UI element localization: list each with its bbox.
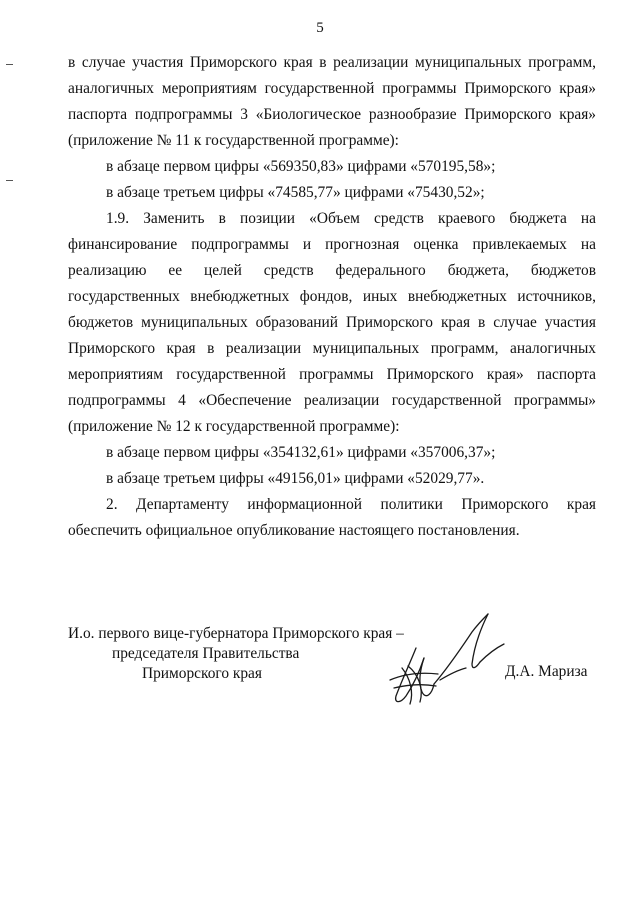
signatory-title-line-3: Приморского края (142, 665, 262, 682)
margin-mark (6, 64, 13, 65)
paragraph-amend-first-4: в абзаце первом цифры «354132,61» цифрами «357006,37»; (106, 444, 496, 461)
paragraph-continuation: в случае участия Приморского края в реализации муниципальных программ, аналогичных мероприятиям государственной программы Приморского края» паспорта подпрограммы 3 «Биологическое разнообразие Приморского края» (приложение № 11 к государственной программе): (68, 54, 596, 149)
document-body (68, 50, 596, 544)
paragraph-item-2: 2. Департаменту информационной политики Приморского края обеспечить официальное опубликование настоящего постановления. (68, 496, 596, 539)
margin-mark (6, 180, 13, 181)
paragraph-amend-third-3: в абзаце третьем цифры «74585,77» цифрами «75430,52»; (106, 184, 485, 201)
paragraph-amend-first-3: в абзаце первом цифры «569350,83» цифрами «570195,58»; (106, 158, 496, 175)
signatory-name: Д.А. Мариза (505, 663, 588, 680)
page-number: 5 (316, 20, 324, 36)
signatory-title-line-1: И.о. первого вице-губернатора Приморского края – (68, 625, 404, 642)
paragraph-item-1-9: 1.9. Заменить в позиции «Объем средств краевого бюджета на финансирование подпрограммы и прогнозная оценка привлекаемых на реализацию ее целей средств федерального бюджета, бюджетов государственных внебюджетных фондов, иных внебюджетных источников, бюджетов муниципальных образований Приморского края в случае участия Приморского края в реализации муниципальных программ, аналогичных мероприятиям государственной программы Приморского края» паспорта подпрограммы 4 «Обеспечение реализации государственной программы» (приложение № 12 к государственной программе): (68, 210, 596, 435)
signatory-title-line-2: председателя Правительства (112, 645, 300, 662)
paragraph-amend-third-4: в абзаце третьем цифры «49156,01» цифрами «52029,77». (106, 470, 485, 487)
handwritten-signature (380, 608, 510, 713)
